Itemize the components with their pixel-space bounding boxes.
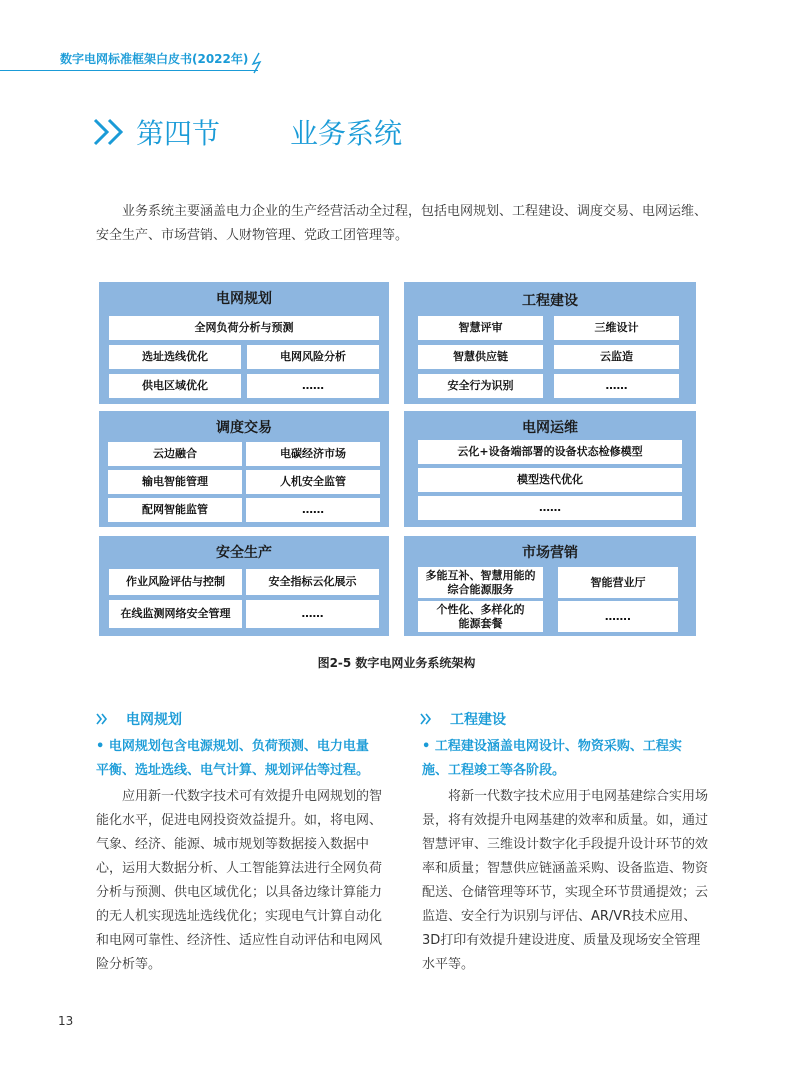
panel-title: 安全生产 (216, 545, 272, 561)
panel-grid-operation (404, 411, 696, 527)
panel-safety-production (99, 536, 389, 636)
diagram-item: …… (554, 374, 679, 398)
panel-dispatch-trading (99, 411, 389, 527)
diagram-item: 电碳经济市场 (246, 442, 380, 466)
diagram-item: …… (418, 496, 682, 520)
intro-paragraph: 业务系统主要涵盖电力企业的生产经营活动全过程，包括电网规划、工程建设、调度交易、电网运维、安全生产、市场营销、人财物管理、党政工团管理等。 (96, 204, 708, 243)
panel-title: 电网运维 (522, 420, 578, 436)
section-heading (92, 112, 402, 152)
lightning-icon (250, 52, 264, 74)
panel-title: 电网规划 (216, 291, 272, 307)
panel-construction (404, 282, 696, 404)
diagram-item: 人机安全监管 (246, 470, 380, 494)
diagram-item: 云边融合 (108, 442, 242, 466)
panel-title: 调度交易 (216, 420, 272, 436)
diagram-item: 在线监测网络安全管理 (109, 600, 242, 628)
diagram-item: 智能营业厅 (558, 567, 678, 598)
diagram-item: 安全指标云化展示 (246, 569, 379, 595)
subsection-title: 工程建设 (450, 712, 506, 728)
section-title: 业务系统 (290, 117, 403, 150)
diagram-item: 三维设计 (554, 316, 679, 340)
panel-title: 市场营销 (522, 545, 578, 561)
diagram-item: 全网负荷分析与预测 (109, 316, 379, 340)
diagram-item: 云监造 (554, 345, 679, 369)
diagram-item: 选址选线优化 (109, 345, 241, 369)
page-number: 13 (58, 1014, 74, 1028)
panel-title: 工程建设 (522, 293, 578, 309)
double-chevron-icon (420, 713, 432, 725)
figure-caption: 图2-5 数字电网业务系统架构 (317, 656, 476, 670)
bullet-summary: • 电网规划包含电源规划、负荷预测、电力电量平衡、选址选线、电气计算、规划评估等过程。 (96, 739, 370, 778)
diagram-item: 安全行为识别 (418, 374, 543, 398)
body-paragraph: 将新一代数字技术应用于电网基建综合实用场景，将有效提升电网基建的效率和质量。如，通过智慧评审、三维设计数字化手段提升设计环节的效率和质量；智慧供应链涵盖采购、设备监造、物资配送、仓储管理等环节，实现全环节贯通提效；云监造、安全行为识别与评估、AR/VR技术应用、3D打印有效提升建设进度、质量及现场安全管理水平等。 (422, 789, 709, 972)
bullet-summary: • 工程建设涵盖电网设计、物资采购、工程实施、工程竣工等各阶段。 (422, 739, 682, 778)
section-number: 第四节 (136, 117, 221, 150)
diagram-item: 作业风险评估与控制 (109, 569, 242, 595)
diagram-item: 电网风险分析 (247, 345, 379, 369)
diagram-item: 供电区域优化 (109, 374, 241, 398)
subsection-heading-construction (420, 708, 506, 730)
panel-marketing (404, 536, 696, 636)
diagram-item: 智慧供应链 (418, 345, 543, 369)
diagram-item: ……. (558, 601, 678, 632)
diagram-item: 云化+设备端部署的设备状态检修模型 (418, 440, 682, 464)
diagram-item: 输电智能管理 (108, 470, 242, 494)
double-chevron-icon (92, 117, 130, 147)
header-divider (0, 70, 258, 71)
subsection-heading-planning (96, 708, 182, 730)
diagram-item: 智慧评审 (418, 316, 543, 340)
diagram-item: …… (246, 498, 380, 522)
double-chevron-icon (96, 713, 108, 725)
subsection-title: 电网规划 (126, 712, 182, 728)
diagram-item: 多能互补、智慧用能的综合能源服务 (418, 567, 543, 598)
body-paragraph: 应用新一代数字技术可有效提升电网规划的智能化水平，促进电网投资效益提升。如，将电网、气象、经济、能源、城市规划等数据接入数据中心，运用大数据分析、人工智能算法进行全网负荷分析与预测、供电区域优化；以具备边缘计算能力的无人机实现选址选线优化；实现电气计算自动化和电网可靠性、经济性、适应性自动评估和电网风险分析等。 (96, 789, 383, 972)
diagram-item: 模型迭代优化 (418, 468, 682, 492)
diagram-item: …… (246, 600, 379, 628)
diagram-item: 个性化、多样化的能源套餐 (418, 601, 543, 632)
running-header: 数字电网标准框架白皮书(2022年) (60, 52, 249, 66)
panel-grid-planning (99, 282, 389, 404)
diagram-item: 配网智能监管 (108, 498, 242, 522)
diagram-item: …… (247, 374, 379, 398)
